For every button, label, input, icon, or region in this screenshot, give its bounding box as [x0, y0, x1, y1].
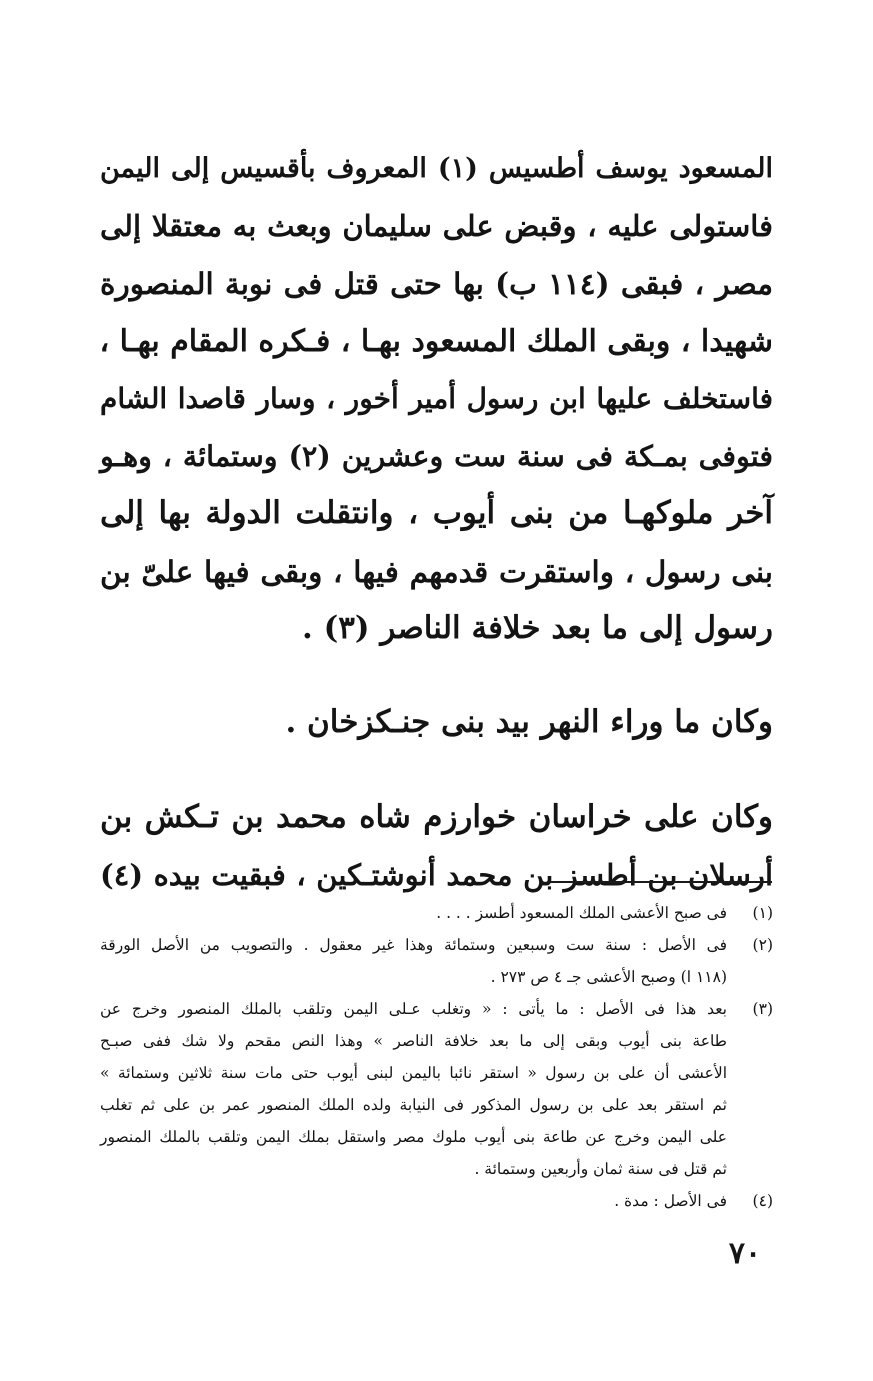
footnote — [100, 897, 773, 929]
footnote-line: الأعشى أن على بن رسول « استقر نائبا باليمن لبنى أيوب حتى مات سنة ثلاثين وستمائة » — [100, 1064, 727, 1082]
footnote-number: (٤) — [752, 1192, 773, 1210]
text-line: فاستولى عليه ، وقبض على سليمان وبعث به معتقلا إلى — [100, 208, 773, 243]
footnote-divider — [547, 881, 772, 883]
text-line: فاستخلف عليها ابن رسول أمير أخور ، وسار قاصدا الشام — [100, 382, 773, 415]
footnote-line: بعد هذا فى الأصل : ما يأتى : « وتغلب عـلى اليمن وتلقب بالملك المنصور وخرج عن — [100, 1000, 727, 1018]
text-line: آخر ملوكهـا من بنى أيوب ، وانتقلت الدولة بها إلى — [100, 495, 773, 531]
paragraph-gap — [100, 751, 773, 789]
paragraph-2 — [100, 694, 773, 752]
footnote — [100, 1185, 773, 1217]
text-line: أرسلان بن أطسز بن محمد أنوشتـكين ، فبقيت بيده (٤) — [100, 857, 773, 892]
footnote-number: (١) — [752, 904, 773, 922]
text-line: بنى رسول ، واستقرت قدمهم فيها ، وبقى فيها علىّ بن — [100, 553, 773, 589]
footnote — [100, 993, 773, 1185]
footnote-text — [100, 1185, 727, 1217]
footnote-text — [100, 929, 727, 993]
main-text — [100, 140, 773, 904]
footnote-line: فى الأصل : سنة ست وسبعين وستمائة وهذا غير معقول . والتصويب من الأصل الورقة — [100, 936, 727, 954]
footnotes — [100, 897, 773, 1217]
footnote-number: (٣) — [752, 1000, 773, 1018]
footnote-line: فى الأصل : مدة . — [614, 1192, 727, 1210]
text-line: مصر ، فبقى (١١٤ ب) بها حتى قتل فى نوبة المنصورة — [100, 266, 774, 301]
footnote-line: ثم استقر بعد على بن رسول المذكور فى النيابة ولده الملك المنصور عمر بن على ثم تغلب — [100, 1096, 727, 1114]
text-line: وكان على خراسان خوارزم شاه محمد بن تـكش بن — [100, 799, 773, 835]
footnote — [100, 929, 773, 993]
paragraph-3 — [100, 789, 773, 904]
footnote-line: ثم قتل فى سنة ثمان وأربعين وستمائة . — [474, 1160, 727, 1178]
footnote-line: فى صبح الأعشى الملك المسعود أطسز . . . . — [436, 904, 727, 922]
footnote-text — [100, 993, 727, 1185]
page-number: ٧٠ — [728, 1236, 762, 1271]
footnote-line: (١١٨ ا) وصبح الأعشى جـ ٤ ص ٢٧٣ . — [490, 968, 727, 986]
text-line: رسول إلى ما بعد خلافة الناصر (٣) . — [301, 610, 773, 646]
text-line: شهيدا ، وبقى الملك المسعود بهـا ، فـكره المقام بهـا ، — [99, 323, 773, 359]
text-line: المسعود يوسف أطسيس (١) المعروف بأقسيس إلى اليمن — [100, 153, 773, 184]
text-line: وكان ما وراء النهر بيد بنى جنـكزخان . — [285, 703, 773, 740]
footnote-number: (٢) — [752, 936, 773, 954]
text-line: فتوفى بمـكة فى سنة ست وعشرين (٢) وستمائة ، وهـو — [100, 438, 774, 473]
paragraph-gap — [100, 658, 773, 694]
footnote-line: على اليمن وخرج عن طاعة بنى أيوب ملوك مصر واستقل بملك اليمن وتلقب بالملك المنصور — [100, 1128, 727, 1146]
footnote-line: طاعة بنى أيوب وبقى إلى ما بعد خلافة الناصر » وهذا النص مقحم ولا شك ففى صبـح — [100, 1032, 727, 1050]
paragraph-1 — [100, 140, 773, 658]
footnote-text — [100, 897, 727, 929]
